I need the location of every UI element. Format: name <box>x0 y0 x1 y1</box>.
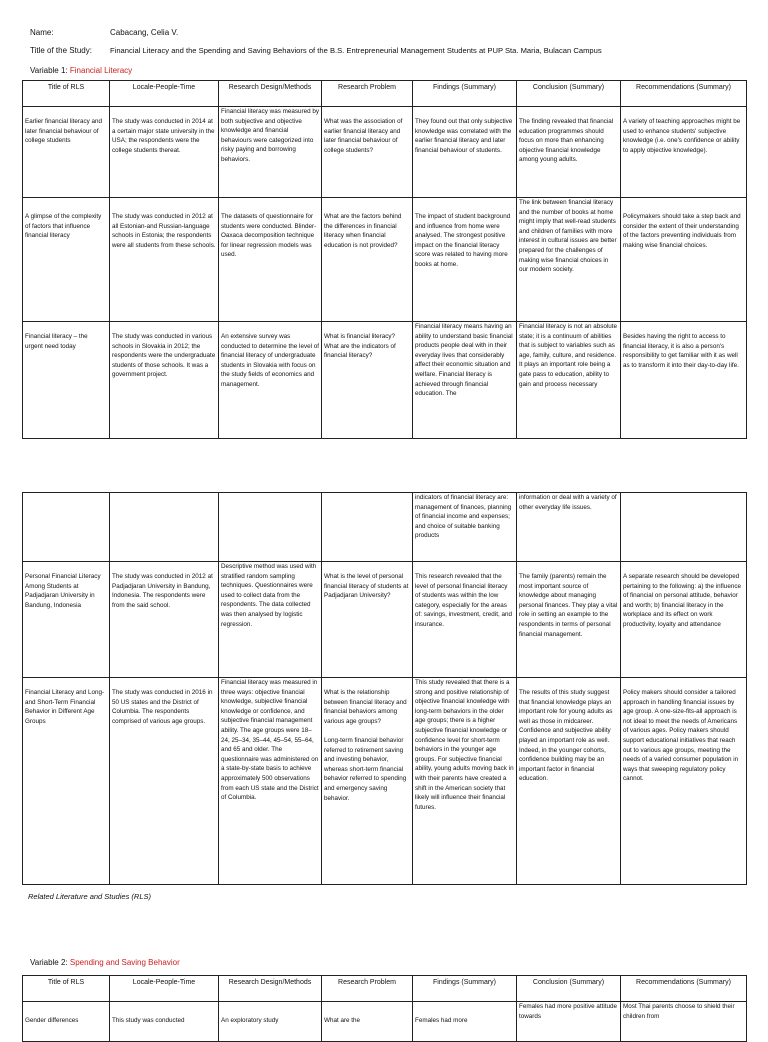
cell-findings: indicators of financial literacy are: management of finances, planning of financial income and expenses; and choice of suitable banking products <box>413 493 517 562</box>
cell-title: Earlier financial literacy and later financial behaviour of college students <box>23 107 110 198</box>
cell-findings: This research revealed that the level of personal financial literacy of students was within the low category, especially for the areas of: savings, investment, credit, and insurance. <box>413 562 517 678</box>
cell-locale: The study was conducted in 2012 at all Estonian-and Russian-language schools in Estonia; the respondents were all students from these schools. <box>110 198 219 322</box>
variable-1-prefix: Variable 1: <box>30 66 68 75</box>
variable-1-name: Financial Literacy <box>69 66 133 75</box>
cell-problem: What is the level of personal financial literacy of students at Padjadjaran University? <box>322 562 413 678</box>
table-row <box>23 562 747 678</box>
col-header-conclusion: Conclusion (Summary) <box>517 976 621 1002</box>
col-header-locale: Locale-People-Time <box>110 81 219 107</box>
table-row <box>23 198 747 322</box>
variable-2-heading <box>30 958 180 967</box>
table-row <box>23 678 747 885</box>
table-row <box>23 107 747 198</box>
rls-table-3 <box>22 975 747 1042</box>
col-header-findings: Findings (Summary) <box>413 976 517 1002</box>
table-header-row <box>23 81 747 107</box>
rls-footnote: Related Literature and Studies (RLS) <box>28 892 151 901</box>
cell-recommendations: Most Thai parents choose to shield their children from <box>621 1002 747 1042</box>
cell-design: Financial literacy was measured in three ways: objective financial knowledge, subjective financial knowledge or confidence, and subjective financial management ability. The age groups were 18–24, 25–34, 35–44, 45–54, 55–64, and 65 and older. The questionnaire was administered on a state-by-state basis to achieve approximately 500 observations from each US state and the District of Columbia. <box>219 678 322 885</box>
cell-locale: The study was conducted in various schools in Slovakia in 2012; the respondents were the undergraduate students of those schools. It was a government project. <box>110 322 219 439</box>
cell-recommendations: Policymakers should take a step back and consider the extent of their understanding of the factors preventing individuals from making wise financial choices. <box>621 198 747 322</box>
name-label: Name: <box>30 28 54 37</box>
cell-recommendations: Besides having the right to access to financial literacy, it is also a person's responsibility to get familiar with it as well as to transform it into their day-to-day life. <box>621 322 747 439</box>
cell-title: A glimpse of the complexity of factors that influence financial literacy <box>23 198 110 322</box>
col-header-problem: Research Problem <box>322 976 413 1002</box>
cell-recommendations: Policy makers should consider a tailored approach in handling financial issues by age group. A one-size-fits-all approach is not ideal to meet the needs of Americans of various ages. Policy makers should support educational initiatives that reach out to various age groups, meeting the needs of a varied consumer population in ways that sweeping regulatory policy cannot. <box>621 678 747 885</box>
cell-recommendations: A variety of teaching approaches might be used to enhance students' subjective knowledge (i.e. one's confidence or ability to apply objective knowledge). <box>621 107 747 198</box>
cell-conclusion: The family (parents) remain the most important source of knowledge about managing personal finances. They play a vital role in setting an example to the respondents in terms of personal financial management. <box>517 562 621 678</box>
cell-conclusion: Females had more positive attitude towards <box>517 1002 621 1042</box>
table-row <box>23 1002 747 1042</box>
cell-design: An extensive survey was conducted to determine the level of financial literacy of undergraduate students in Slovakia with focus on the study fields of economics and management. <box>219 322 322 439</box>
cell-problem <box>322 493 413 562</box>
cell-title <box>23 493 110 562</box>
table-row-continued <box>23 493 747 562</box>
cell-conclusion: The results of this study suggest that financial knowledge plays an important role for young adults as well as those in midcareer. Confidence and subjective ability played an important role as well. Indeed, in the younger cohorts, confidence building may be an important factor in financial education. <box>517 678 621 885</box>
cell-findings: The impact of student background and influence from home were analysed. The strongest positive impact on the financial literacy score was related to having more books at home. <box>413 198 517 322</box>
cell-findings: Females had more <box>413 1002 517 1042</box>
cell-recommendations: A separate research should be developed pertaining to the following: a) the influence of financial on personal attitude, behavior and worth; b) financial literacy in the workplace and its effect on work productivity, loyalty and attendance <box>621 562 747 678</box>
rls-table-1 <box>22 80 747 439</box>
cell-locale: This study was conducted <box>110 1002 219 1042</box>
cell-locale: The study was conducted in 2016 in 50 US states and the District of Columbia. The respondents comprised of various age groups. <box>110 678 219 885</box>
cell-design <box>219 493 322 562</box>
cell-problem: What are the factors behind the differences in financial literacy when financial education is not provided? <box>322 198 413 322</box>
col-header-design: Research Design/Methods <box>219 81 322 107</box>
col-header-conclusion: Conclusion (Summary) <box>517 81 621 107</box>
cell-title: Financial literacy – the urgent need today <box>23 322 110 439</box>
cell-problem: What is financial literacy? What are the indicators of financial literacy? <box>322 322 413 439</box>
cell-conclusion: Financial literacy is not an absolute state; it is a continuum of abilities that is subject to variables such as age, family, culture, and residence. It plays an important role being a gate pass to education, ability to gain and process necessary <box>517 322 621 439</box>
cell-conclusion: information or deal with a variety of other everyday life issues. <box>517 493 621 562</box>
variable-2-name: Spending and Saving Behavior <box>69 958 180 967</box>
title-value: Financial Literacy and the Spending and Saving Behaviors of the B.S. Entrepreneurial Management Students at PUP Sta. Maria, Bulacan Campus <box>110 46 602 55</box>
col-header-title: Title of RLS <box>23 976 110 1002</box>
cell-recommendations <box>621 493 747 562</box>
cell-locale: The study was conducted in 2014 at a certain major state university in the USA; the respondents were the college students thereat. <box>110 107 219 198</box>
cell-title: Gender differences <box>23 1002 110 1042</box>
cell-findings: They found out that only subjective knowledge was correlated with the earlier financial literacy and later financial behaviour of students. <box>413 107 517 198</box>
cell-title: Financial Literacy and Long- and Short-Term Financial Behavior in Different Age Groups <box>23 678 110 885</box>
cell-problem: What was the association of earlier financial literacy and later financial behaviour of college students? <box>322 107 413 198</box>
cell-problem: What is the relationship between financial literacy and financial behaviors among various age groups? Long-term financial behavior referred to retirement saving and investing behavior, whereas short-term financial behavior referred to spending and emergency saving behavior. <box>322 678 413 885</box>
cell-title: Personal Financial Literacy Among Students at Padjadjaran University in Bandung, Indonesia <box>23 562 110 678</box>
col-header-recommendations: Recommendations (Summary) <box>621 976 747 1002</box>
cell-findings: Financial literacy means having an ability to understand basic financial products people deal with in their everyday lives that considerably affect their economic situation and welfare. Financial literacy is achieved through financial education. The <box>413 322 517 439</box>
col-header-problem: Research Problem <box>322 81 413 107</box>
col-header-recommendations: Recommendations (Summary) <box>621 81 747 107</box>
cell-design: An exploratory study <box>219 1002 322 1042</box>
cell-problem: What are the <box>322 1002 413 1042</box>
cell-design: The datasets of questionnaire for students were conducted. Blinder-Oaxaca decomposition technique for linear regression models was used. <box>219 198 322 322</box>
variable-1-heading <box>30 66 132 75</box>
table-header-row <box>23 976 747 1002</box>
cell-design: Financial literacy was measured by both subjective and objective knowledge and financial behaviours were categorized into risky paying and borrowing behaviors. <box>219 107 322 198</box>
table-row <box>23 322 747 439</box>
name-value: Cabacang, Celia V. <box>110 28 179 37</box>
title-label: Title of the Study: <box>30 46 92 55</box>
col-header-design: Research Design/Methods <box>219 976 322 1002</box>
col-header-title: Title of RLS <box>23 81 110 107</box>
cell-findings: This study revealed that there is a strong and positive relationship of objective financial knowledge with long-term behaviors in the older age groups; there is a higher subjective financial knowledge or confidence level for short-term behaviors in the younger age groups. For subjective financial ability, young adults moving back in with their parents have created a shift in the American society that likely will influence their financial futures. <box>413 678 517 885</box>
rls-table-2 <box>22 492 747 885</box>
cell-locale: The study was conducted in 2012 at Padjadjaran University in Bandung, Indonesia. The respondents were from the said school. <box>110 562 219 678</box>
cell-conclusion: The link between financial literacy and the number of books at home might imply that well-read students and children of families with more interest in cultural issues are better prepared for the challenges of making wise financial choices in our modern society. <box>517 198 621 322</box>
col-header-findings: Findings (Summary) <box>413 81 517 107</box>
col-header-locale: Locale-People-Time <box>110 976 219 1002</box>
cell-conclusion: The finding revealed that financial education programmes should focus on more than enhancing objective financial knowledge among young adults. <box>517 107 621 198</box>
cell-locale <box>110 493 219 562</box>
variable-2-prefix: Variable 2: <box>30 958 68 967</box>
cell-design: Descriptive method was used with stratified random sampling techniques. Questionnaires were used to collect data from the respondents. The data collected was then analysed by logistic regression. <box>219 562 322 678</box>
